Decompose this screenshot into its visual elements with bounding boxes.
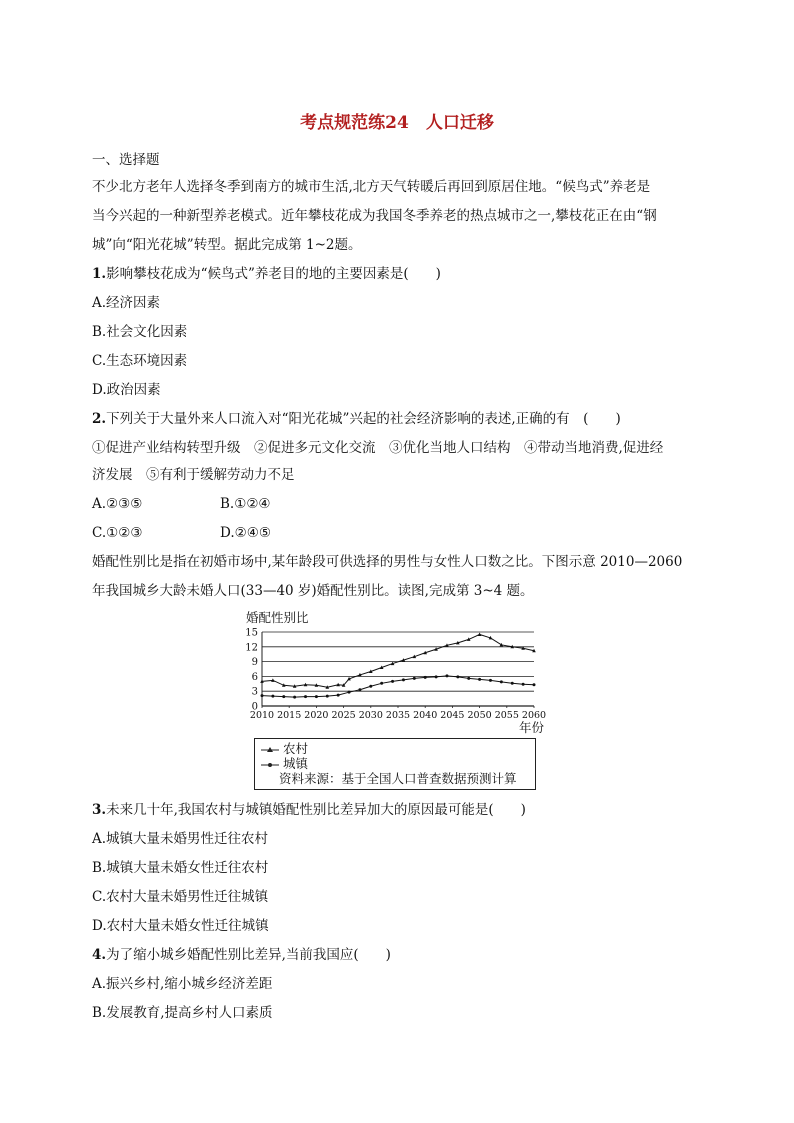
legend-label-rural: 农村	[282, 741, 308, 756]
legend-source-note: 资料来源：基于全国人口普查数据预测计算	[279, 771, 517, 786]
x-tick-label: 2010	[249, 710, 275, 721]
urban-data-point	[522, 683, 525, 686]
question-number: 2.	[92, 411, 107, 427]
q2-option-a[interactable]: A.②③⑤	[92, 496, 143, 512]
q2-option-c[interactable]: C.①②③	[92, 525, 143, 541]
urban-data-point	[293, 696, 296, 699]
x-tick-label: 2035	[385, 710, 411, 721]
page-title: 考点规范练24 人口迁移	[300, 113, 494, 133]
y-tick-label: 0	[251, 701, 258, 713]
question-stem: 未来几十年,我国农村与城镇婚配性别比差异加大的原因最可能是( )	[106, 802, 526, 818]
urban-series-line	[262, 676, 534, 697]
urban-data-point	[315, 695, 318, 698]
urban-data-point	[467, 677, 470, 680]
urban-data-point	[358, 688, 361, 691]
q2-items-line-1: ①促进产业结构转型升级 ②促进多元文化交流 ③优化当地人口结构 ④带动当地消费,促进经	[92, 440, 664, 456]
x-axis-label: 年份	[518, 720, 544, 735]
urban-data-point	[413, 677, 416, 680]
x-tick-label: 2025	[331, 710, 356, 721]
urban-data-point	[304, 695, 307, 698]
urban-data-point	[489, 679, 492, 682]
x-tick-label: 2030	[358, 710, 383, 721]
q3-option-d[interactable]: D.农村大量未婚女性迁往城镇	[92, 918, 269, 934]
rural-line-marker-icon	[261, 745, 279, 755]
passage-2-line-1: 婚配性别比是指在初婚市场中,某年龄段可供选择的男性与女性人口数之比。下图示意 2010—2060	[92, 554, 683, 570]
x-tick-label: 2050	[467, 710, 492, 721]
q2-items-line-2: 济发展 ⑤有利于缓解劳动力不足	[92, 467, 295, 483]
question-stem: 为了缩小城乡婚配性别比差异,当前我国应( )	[106, 947, 391, 963]
x-tick-label: 2055	[494, 710, 519, 721]
question-number: 3.	[92, 802, 107, 818]
rural-data-point	[478, 632, 482, 636]
question-4	[92, 945, 391, 965]
rural-series-line	[262, 634, 534, 687]
urban-data-point	[380, 682, 383, 685]
y-tick-label: 12	[245, 642, 258, 654]
x-tick-label: 2060	[521, 710, 547, 721]
legend-item-urban	[261, 756, 308, 772]
passage-1-line-3: 城”向“阳光花城”转型。据此完成第 1~2题。	[92, 237, 362, 253]
sex-ratio-line-chart	[238, 606, 578, 736]
q1-option-d[interactable]: D.政治因素	[92, 382, 161, 398]
q1-option-b[interactable]: B.社会文化因素	[92, 324, 188, 340]
passage-1-line-1: 不少北方老年人选择冬季到南方的城市生活,北方天气转暖后再回到原居住地。“候鸟式”养老是	[92, 179, 651, 195]
x-tick-label: 2020	[304, 710, 329, 721]
question-stem: 影响攀枝花成为“候鸟式”养老目的地的主要因素是( )	[106, 266, 441, 282]
urban-data-point	[445, 674, 448, 677]
chart-legend	[254, 738, 536, 790]
urban-data-point	[456, 675, 459, 678]
urban-data-point	[337, 694, 340, 697]
urban-data-point	[271, 695, 274, 698]
x-tick-label: 2045	[440, 710, 465, 721]
x-tick-label: 2015	[277, 710, 302, 721]
legend-label-urban: 城镇	[282, 756, 308, 771]
q3-option-a[interactable]: A.城镇大量未婚男性迁往农村	[92, 831, 269, 847]
y-tick-label: 6	[251, 671, 258, 683]
x-tick-label: 2040	[413, 710, 438, 721]
urban-data-point	[348, 691, 351, 694]
q4-option-b[interactable]: B.发展教育,提高乡村人口素质	[92, 1005, 273, 1021]
question-stem: 下列关于大量外来人口流入对“阳光花城”兴起的社会经济影响的表述,正确的有 ( )	[106, 411, 621, 427]
q1-option-c[interactable]: C.生态环境因素	[92, 353, 188, 369]
question-3	[92, 800, 526, 820]
question-number: 1.	[92, 266, 107, 282]
urban-data-point	[326, 695, 329, 698]
section-heading: 一、选择题	[92, 152, 160, 168]
urban-data-point	[511, 682, 514, 685]
y-tick-label: 9	[251, 657, 258, 669]
q3-option-c[interactable]: C.农村大量未婚男性迁往城镇	[92, 889, 269, 905]
question-number: 4.	[92, 947, 107, 963]
urban-data-point	[282, 695, 285, 698]
passage-2-line-2: 年我国城乡大龄未婚人口(33—40 岁)婚配性别比。读图,完成第 3~4 题。	[92, 583, 534, 599]
passage-1-line-2: 当今兴起的一种新型养老模式。近年攀枝花成为我国冬季养老的热点城市之一,攀枝花正在由“钢	[92, 208, 657, 224]
q2-option-b[interactable]: B.①②④	[220, 496, 271, 512]
urban-data-point	[369, 685, 372, 688]
urban-data-point	[478, 678, 481, 681]
urban-data-point	[424, 676, 427, 679]
q1-option-a[interactable]: A.经济因素	[92, 295, 161, 311]
q3-option-b[interactable]: B.城镇大量未婚女性迁往农村	[92, 860, 269, 876]
urban-data-point	[500, 680, 503, 683]
y-tick-label: 15	[245, 627, 258, 639]
y-tick-label: 3	[251, 686, 258, 698]
q2-option-d[interactable]: D.②④⑤	[220, 525, 271, 541]
urban-line-marker-icon	[261, 760, 279, 770]
y-axis-label: 婚配性别比	[246, 610, 309, 625]
question-1	[92, 264, 441, 284]
urban-data-point	[261, 694, 264, 697]
urban-data-point	[533, 683, 536, 686]
question-2	[92, 409, 621, 429]
urban-data-point	[391, 680, 394, 683]
q4-option-a[interactable]: A.振兴乡村,缩小城乡经济差距	[92, 976, 273, 992]
urban-data-point	[402, 678, 405, 681]
urban-data-point	[435, 675, 438, 678]
legend-item-rural	[261, 741, 308, 757]
